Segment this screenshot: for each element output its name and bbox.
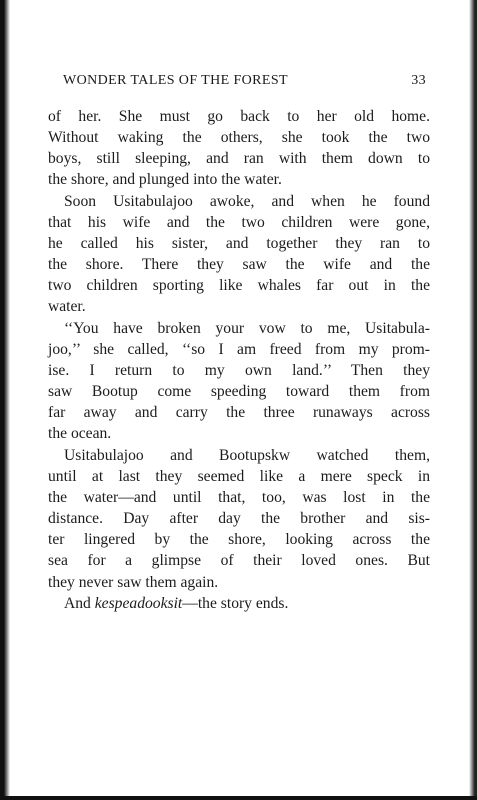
text-line: water. (48, 298, 86, 316)
text-line: far away and carry the three runaways across (48, 404, 430, 422)
text-line: boys, still sleeping, and ran with them down to (48, 150, 430, 168)
text-line: the ocean. (48, 425, 112, 443)
text-line: until at last they seemed like a mere speck in (48, 468, 430, 486)
paragraph-2 (48, 191, 430, 318)
text-line: ise. I return to my own land.’’ Then they (48, 362, 430, 380)
text-line: two children sporting like whales far out in the (48, 277, 430, 295)
paragraph-4 (48, 445, 430, 593)
text-line: of her. She must go back to her old home. (48, 108, 430, 125)
running-title: WONDER TALES OF THE FOREST (63, 73, 288, 88)
text-line: they never saw them again. (48, 573, 219, 591)
text-line: ‘‘You have broken your vow to me, Usitabula- (64, 319, 430, 337)
text-line: saw Bootup come speeding toward them from (48, 383, 430, 401)
closing-italic-word: kespeadooksit (94, 595, 183, 613)
text-line (48, 593, 430, 614)
running-head (48, 73, 426, 91)
text-line: the water—and until that, too, was lost in the (48, 489, 430, 507)
text-line: that his wife and the two children were gone, (48, 213, 430, 231)
text-line: he called his sister, and together they ran to (48, 235, 430, 253)
page-edge-shadow-left (0, 0, 10, 800)
body-text (48, 106, 430, 614)
paragraph-3 (48, 318, 430, 445)
text-line: Usitabulajoo and Bootupskw watched them, (64, 447, 430, 464)
paragraph-5 (48, 593, 430, 614)
closing-lead: And (64, 595, 95, 613)
paragraph-1 (48, 106, 430, 190)
text-line: ter lingered by the shore, looking across the (48, 531, 430, 549)
text-line: joo,’’ she called, ‘‘so I am freed from my prom- (48, 341, 430, 359)
text-line: Without waking the others, she took the two (48, 129, 430, 147)
page-number: 33 (411, 73, 426, 88)
text-line: sea for a glimpse of their loved ones. But (48, 552, 430, 570)
closing-tail: —the story ends. (182, 595, 289, 613)
page-edge-shadow-bottom (0, 796, 477, 800)
text-line: the shore. There they saw the wife and the (48, 256, 430, 274)
text-line: distance. Day after day the brother and sis- (48, 510, 430, 528)
page-edge-shadow-right (469, 0, 477, 800)
text-line: the shore, and plunged into the water. (48, 171, 282, 189)
text-line: Soon Usitabulajoo awoke, and when he found (64, 192, 430, 210)
